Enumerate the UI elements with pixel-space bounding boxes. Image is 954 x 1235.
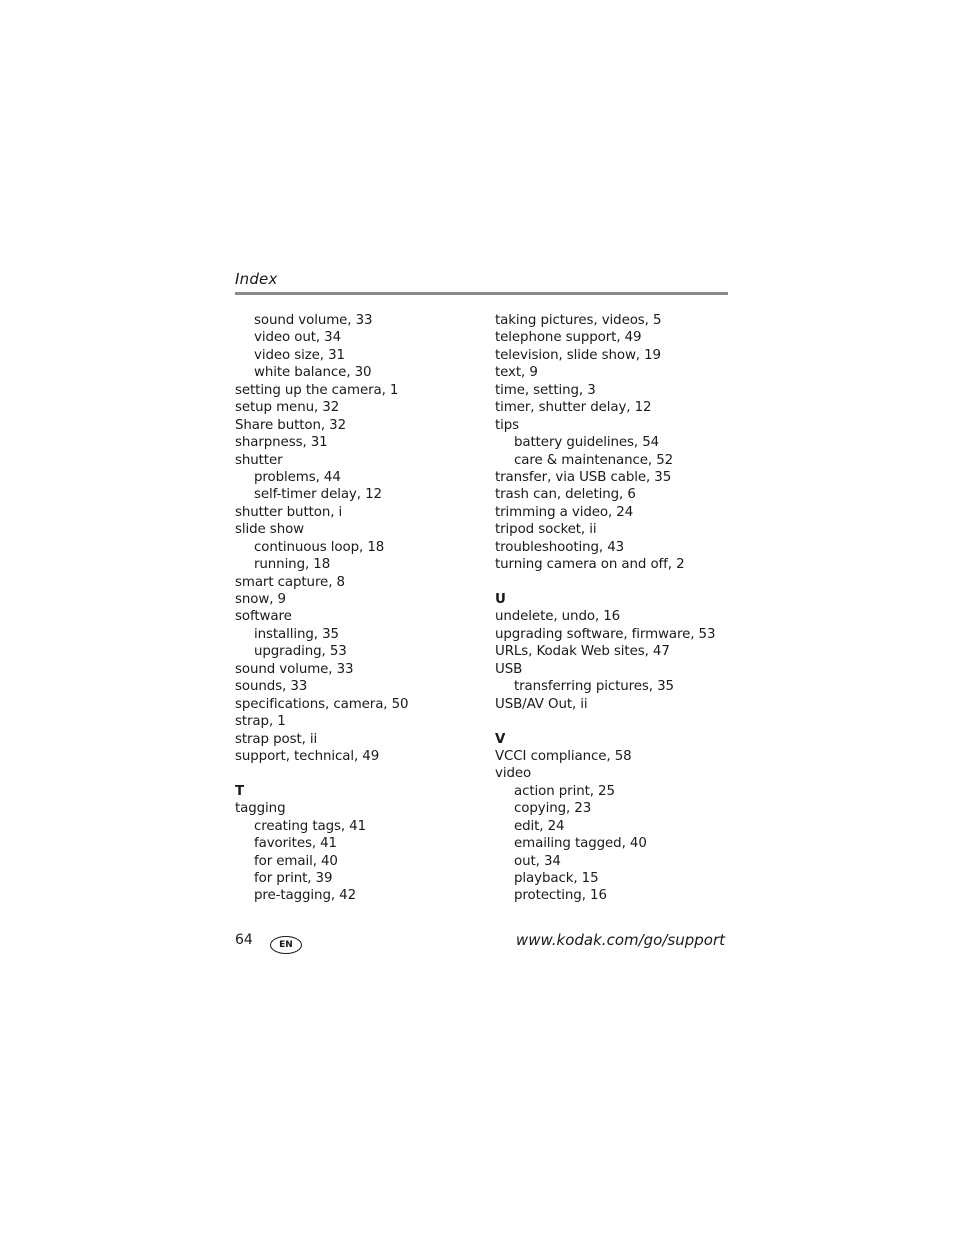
index-subentry: protecting, 16 bbox=[514, 888, 607, 904]
index-entry: sharpness, 31 bbox=[235, 435, 328, 451]
index-entry: upgrading software, firmware, 53 bbox=[495, 626, 716, 642]
index-entry: sound volume, 33 bbox=[235, 661, 354, 677]
index-subentry: for print, 39 bbox=[254, 871, 333, 886]
index-entry: turning camera on and off, 2 bbox=[495, 557, 685, 573]
index-entry: shutter bbox=[235, 452, 283, 468]
index-entry: taking pictures, videos, 5 bbox=[495, 313, 662, 328]
index-subentry: continuous loop, 18 bbox=[254, 539, 385, 555]
index-subentry: copying, 23 bbox=[514, 801, 592, 817]
index-section-letter: T bbox=[235, 783, 245, 799]
index-subentry: upgrading, 53 bbox=[254, 644, 347, 660]
index-column-left bbox=[235, 312, 485, 905]
index-subentry: battery guidelines, 54 bbox=[514, 435, 660, 451]
index-subentry: sound volume, 33 bbox=[254, 313, 373, 328]
index-entry: undelete, undo, 16 bbox=[495, 609, 621, 625]
index-subentry: self-timer delay, 12 bbox=[254, 487, 382, 503]
index-subentry: pre-tagging, 42 bbox=[254, 888, 356, 904]
index-entry: specifications, camera, 50 bbox=[235, 696, 409, 712]
index-subentry: problems, 44 bbox=[254, 469, 341, 485]
index-subentry: care & maintenance, 52 bbox=[514, 452, 674, 468]
index-entry: troubleshooting, 43 bbox=[495, 539, 625, 555]
index-entry: telephone support, 49 bbox=[495, 330, 642, 346]
index-spacer bbox=[495, 713, 745, 730]
index-entry: USB/AV Out, ii bbox=[495, 696, 588, 712]
index-subentry: edit, 24 bbox=[514, 818, 565, 834]
index-subentry: emailing tagged, 40 bbox=[514, 836, 647, 852]
index-entry: strap, 1 bbox=[235, 714, 286, 730]
index-subentry: installing, 35 bbox=[254, 626, 339, 642]
index-section-letter: U bbox=[495, 592, 506, 607]
index-spacer bbox=[495, 574, 745, 591]
index-entry: software bbox=[235, 609, 292, 625]
index-entry: Share button, 32 bbox=[235, 417, 347, 433]
index-entry: URLs, Kodak Web sites, 47 bbox=[495, 644, 670, 660]
index-entry: transfer, via USB cable, 35 bbox=[495, 469, 672, 485]
index-subentry: out, 34 bbox=[514, 853, 561, 869]
support-url: www.kodak.com/go/support bbox=[515, 931, 725, 949]
index-entry: time, setting, 3 bbox=[495, 382, 596, 398]
index-subentry: video size, 31 bbox=[254, 347, 345, 363]
index-entry: shutter button, i bbox=[235, 504, 343, 520]
page-number: 64 bbox=[235, 932, 253, 948]
index-entry: text, 9 bbox=[495, 365, 538, 381]
index-entry: support, technical, 49 bbox=[235, 748, 380, 764]
index-entry: smart capture, 8 bbox=[235, 574, 345, 590]
index-entry: strap post, ii bbox=[235, 731, 318, 747]
page-header-title: Index bbox=[235, 270, 278, 288]
index-entry: setup menu, 32 bbox=[235, 400, 340, 416]
index-entry: trimming a video, 24 bbox=[495, 504, 634, 520]
index-subentry: white balance, 30 bbox=[254, 365, 372, 381]
index-entry: tripod socket, ii bbox=[495, 522, 597, 538]
index-spacer bbox=[235, 765, 485, 782]
index-entry: setting up the camera, 1 bbox=[235, 382, 399, 398]
index-entry: television, slide show, 19 bbox=[495, 347, 661, 363]
index-subentry: action print, 25 bbox=[514, 783, 615, 799]
index-entry: sounds, 33 bbox=[235, 679, 308, 695]
index-subentry: favorites, 41 bbox=[254, 836, 337, 852]
index-subentry: video out, 34 bbox=[254, 330, 342, 346]
index-entry: timer, shutter delay, 12 bbox=[495, 400, 652, 416]
index-entry: video bbox=[495, 766, 532, 782]
index-entry: VCCI compliance, 58 bbox=[495, 748, 632, 764]
index-entry: snow, 9 bbox=[235, 592, 286, 607]
header-divider bbox=[235, 292, 728, 295]
language-badge: EN bbox=[270, 936, 302, 954]
index-subentry: transferring pictures, 35 bbox=[514, 679, 674, 695]
index-entry: slide show bbox=[235, 522, 305, 538]
index-section-letter: V bbox=[495, 731, 506, 747]
index-column-right bbox=[495, 312, 745, 905]
index-subentry: for email, 40 bbox=[254, 853, 338, 869]
index-subentry: running, 18 bbox=[254, 557, 331, 573]
index-entry: tips bbox=[495, 417, 520, 433]
index-entry: trash can, deleting, 6 bbox=[495, 487, 636, 503]
index-subentry: playback, 15 bbox=[514, 871, 599, 886]
index-entry: tagging bbox=[235, 801, 286, 817]
index-entry: USB bbox=[495, 661, 523, 677]
index-subentry: creating tags, 41 bbox=[254, 818, 367, 834]
